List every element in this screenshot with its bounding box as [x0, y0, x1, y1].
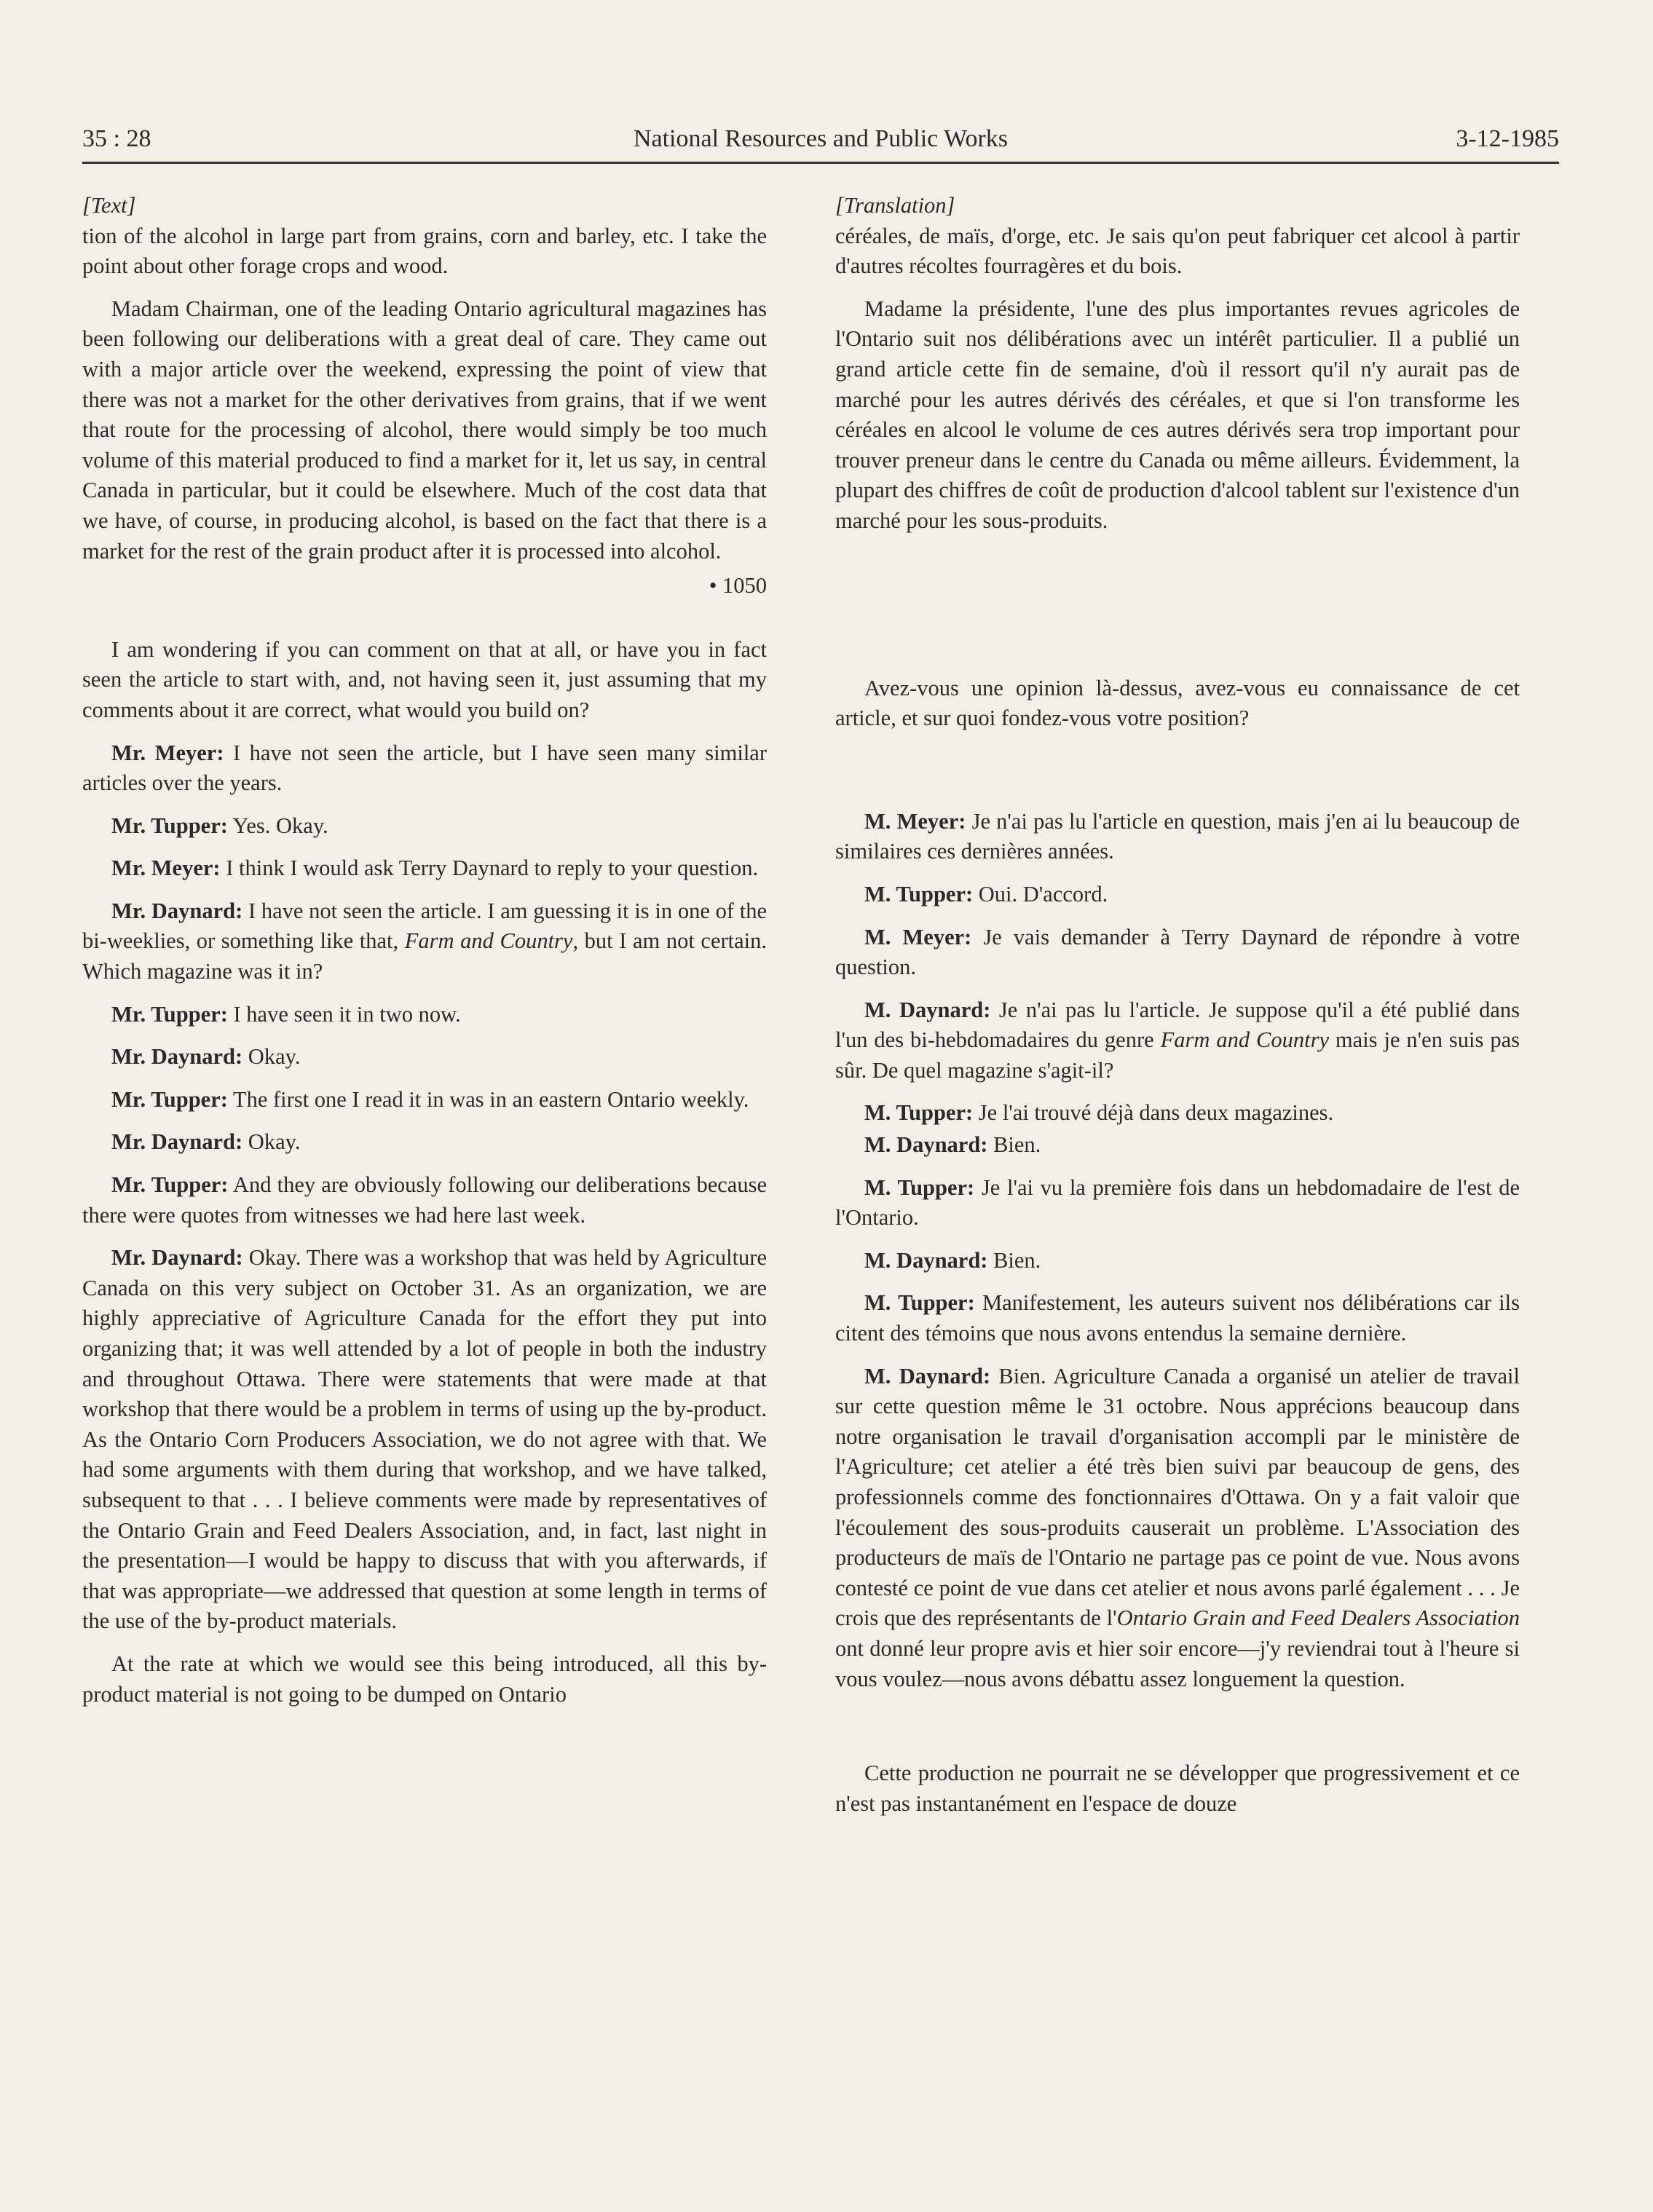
dialogue-line: Mr. Meyer: I think I would ask Terry Daynard to reply to your question. — [111, 856, 759, 881]
speaker: Mr. Tupper: — [111, 1001, 228, 1027]
paragraph: Cette production ne pourrait ne se développer que progressivement et ce n'est pas instantanément en l'espace de douze — [835, 1761, 1520, 1816]
dialogue-line: M. Daynard: Je n'ai pas lu l'article. Je suppose qu'il a été publié dans l'un des bi-hebdomadaires du genre Farm and Country mais je n'en suis pas sûr. De quel magazine s'agit-il? — [835, 997, 1520, 1083]
speaker: M. Daynard: — [864, 1363, 991, 1389]
dialogue-line: Mr. Daynard: Okay. — [111, 1129, 301, 1155]
dialogue-line: Mr. Daynard: Okay. There was a workshop that was held by Agriculture Canada on this very subject on October 31. As an organization, we are highly appreciative of Agriculture Canada for the effort they put into organizing that; it was well attended by a lot of people in both the industry and throughout Ottawa. There were statements that were made at that workshop that there would be a problem in terms of using up the by-product. As the Ontario Corn Producers Association, we do not agree with that. We had some arguments with them during that workshop, and we have talked, subsequent to that . . . I believe comments were made by representatives of the Ontario Grain and Feed Dealers Association, and, in fact, last night in the presentation—I would be happy to discuss that with you afterwards, if that was appropriate—we addressed that question at some length in terms of the use of the by-product materials. — [82, 1245, 768, 1634]
dialogue-line: M. Meyer: Je n'ai pas lu l'article en question, mais j'en ai lu beaucoup de similaires ces dernières années. — [835, 808, 1520, 864]
translation-label: [Translation] — [835, 193, 955, 218]
page-header — [82, 125, 1559, 162]
paragraph: Madam Chairman, one of the leading Ontario agricultural magazines has been following our deliberations with a great deal of care. They came out with a major article over the weekend, expressing the point of view that there was not a market for the other derivatives from grains, that if we went that route for the processing of alcohol, there would simply be too much volume of this material produced to find a market for it, let us say, in central Canada in particular, but it could be elsewhere. Much of the cost data that we have, of course, in producing alcohol, is based on the fact that there is a market for the rest of the grain product after it is processed into alcohol. — [82, 296, 767, 564]
dialogue-line: Mr. Tupper: The first one I read it in was in an eastern Ontario weekly. — [111, 1086, 749, 1112]
speaker: M. Meyer: — [864, 808, 966, 834]
english-column — [82, 191, 767, 1710]
dialogue-line: M. Daynard: Bien. — [864, 1247, 1041, 1273]
dialogue-line: M. Daynard: Bien. Agriculture Canada a organisé un atelier de travail sur cette question même le 31 octobre. Nous apprécions beaucoup dans notre organisation le travail d'organisation accompli par le ministère de l'Agriculture; cet atelier a été très bien suivi par beaucoup de gens, des professionnels comme des fonctionnaires d'Ottawa. On y a fait valoir que l'écoulement des sous-produits causerait un problème. L'Association des producteurs de maïs de l'Ontario ne partage pas ce point de vue. Nous avons contesté ce point de vue dans cet atelier et nous avons parlé également . . . Je crois que des représentants de l'Ontario Grain and Feed Dealers Association ont donné leur propre avis et hier soir encore—j'y reviendrai tout à l'heure si vous voulez—nous avons débattu assez longuement la question. — [835, 1363, 1520, 1691]
speaker: Mr. Meyer: — [111, 856, 221, 881]
speaker: Mr. Tupper: — [111, 813, 228, 838]
speaker: Mr. Daynard: — [111, 1129, 243, 1155]
dialogue-line: M. Meyer: Je vais demander à Terry Daynard de répondre à votre question. — [835, 924, 1520, 980]
header-rule — [82, 162, 1559, 164]
dialogue-line: M. Tupper: Je l'ai trouvé déjà dans deux magazines. — [864, 1100, 1334, 1126]
paragraph: tion of the alcohol in large part from grains, corn and barley, etc. I take the point about other forage crops and wood. — [82, 223, 767, 279]
speaker: Mr. Tupper: — [111, 1086, 228, 1112]
dialogue-line: M. Tupper: Je l'ai vu la première fois dans un hebdomadaire de l'est de l'Ontario. — [835, 1174, 1520, 1231]
speaker: M. Tupper: — [864, 1174, 975, 1200]
dialogue-line: Mr. Tupper: I have seen it in two now. — [111, 1001, 461, 1027]
dialogue-line: M. Daynard: Bien. — [864, 1132, 1041, 1158]
dialogue-line: Mr. Daynard: I have not seen the article. I am guessing it is in one of the bi-weeklies, or something like that, Farm and Country, but I am not certain. Which magazine was it in? — [82, 898, 767, 984]
paragraph: céréales, de maïs, d'orge, etc. Je sais qu'on peut fabriquer cet alcool à partir d'autres récoltes fourragères et du bois. — [835, 223, 1520, 279]
dialogue-line: M. Tupper: Oui. D'accord. — [864, 881, 1108, 906]
speaker: M. Tupper: — [864, 1100, 974, 1126]
speaker: Mr. Daynard: — [111, 1044, 243, 1070]
text-label: [Text] — [82, 193, 136, 218]
paragraph: I am wondering if you can comment on that at all, or have you in fact seen the article to start with, and, not having seen it, just assuming that my comments about it are correct, what would you build on? — [82, 636, 767, 722]
dialogue-line: Mr. Tupper: Yes. Okay. — [111, 813, 328, 838]
page-number: 35 : 28 — [82, 125, 151, 152]
paragraph: Avez-vous une opinion là-dessus, avez-vous eu connaissance de cet article, et sur quoi fondez-vous votre position? — [835, 675, 1520, 731]
french-column — [835, 191, 1520, 1819]
running-title: National Resources and Public Works — [633, 125, 1009, 152]
speaker: M. Daynard: — [864, 997, 991, 1022]
dialogue-line: Mr. Tupper: And they are obviously following our deliberations because there were quotes from witnesses we had here last week. — [82, 1172, 768, 1228]
speaker: Mr. Daynard: — [111, 1245, 243, 1271]
header-date: 3-12-1985 — [1456, 125, 1559, 152]
speaker: M. Tupper: — [864, 881, 974, 906]
time-stamp: • 1050 — [709, 573, 767, 599]
dialogue-line: Mr. Meyer: I have not seen the article, but I have seen many similar articles over the years. — [82, 740, 767, 796]
speaker: Mr. Tupper: — [111, 1172, 229, 1198]
dialogue-line: M. Tupper: Manifestement, les auteurs suivent nos délibérations car ils citent des témoins que nous avons entendus la semaine dernière. — [835, 1290, 1520, 1346]
speaker: M. Daynard: — [864, 1247, 988, 1273]
dialogue-line: Mr. Daynard: Okay. — [111, 1044, 301, 1070]
speaker: M. Meyer: — [864, 924, 972, 949]
speaker: Mr. Meyer: — [111, 740, 224, 765]
speaker: Mr. Daynard: — [111, 898, 243, 923]
speaker: M. Tupper: — [864, 1290, 975, 1316]
paragraph: Madame la présidente, l'une des plus importantes revues agricoles de l'Ontario suit nos délibérations avec un intérêt particulier. Il a publié un grand article cette fin de semaine, d'où il ressort qu'il n'y aurait pas de marché pour les autres dérivés des céréales, et que si l'on transforme les céréales en alcool le volume de ces autres dérivés sera trop important pour trouver preneur dans le centre du Canada ou même ailleurs. Évidemment, la plupart des chiffres de coût de production d'alcool tablent sur l'existence d'un marché pour les sous-produits. — [835, 296, 1520, 533]
paragraph: At the rate at which we would see this being introduced, all this by-product material is not going to be dumped on Ontario — [82, 1651, 767, 1707]
speaker: M. Daynard: — [864, 1132, 988, 1158]
